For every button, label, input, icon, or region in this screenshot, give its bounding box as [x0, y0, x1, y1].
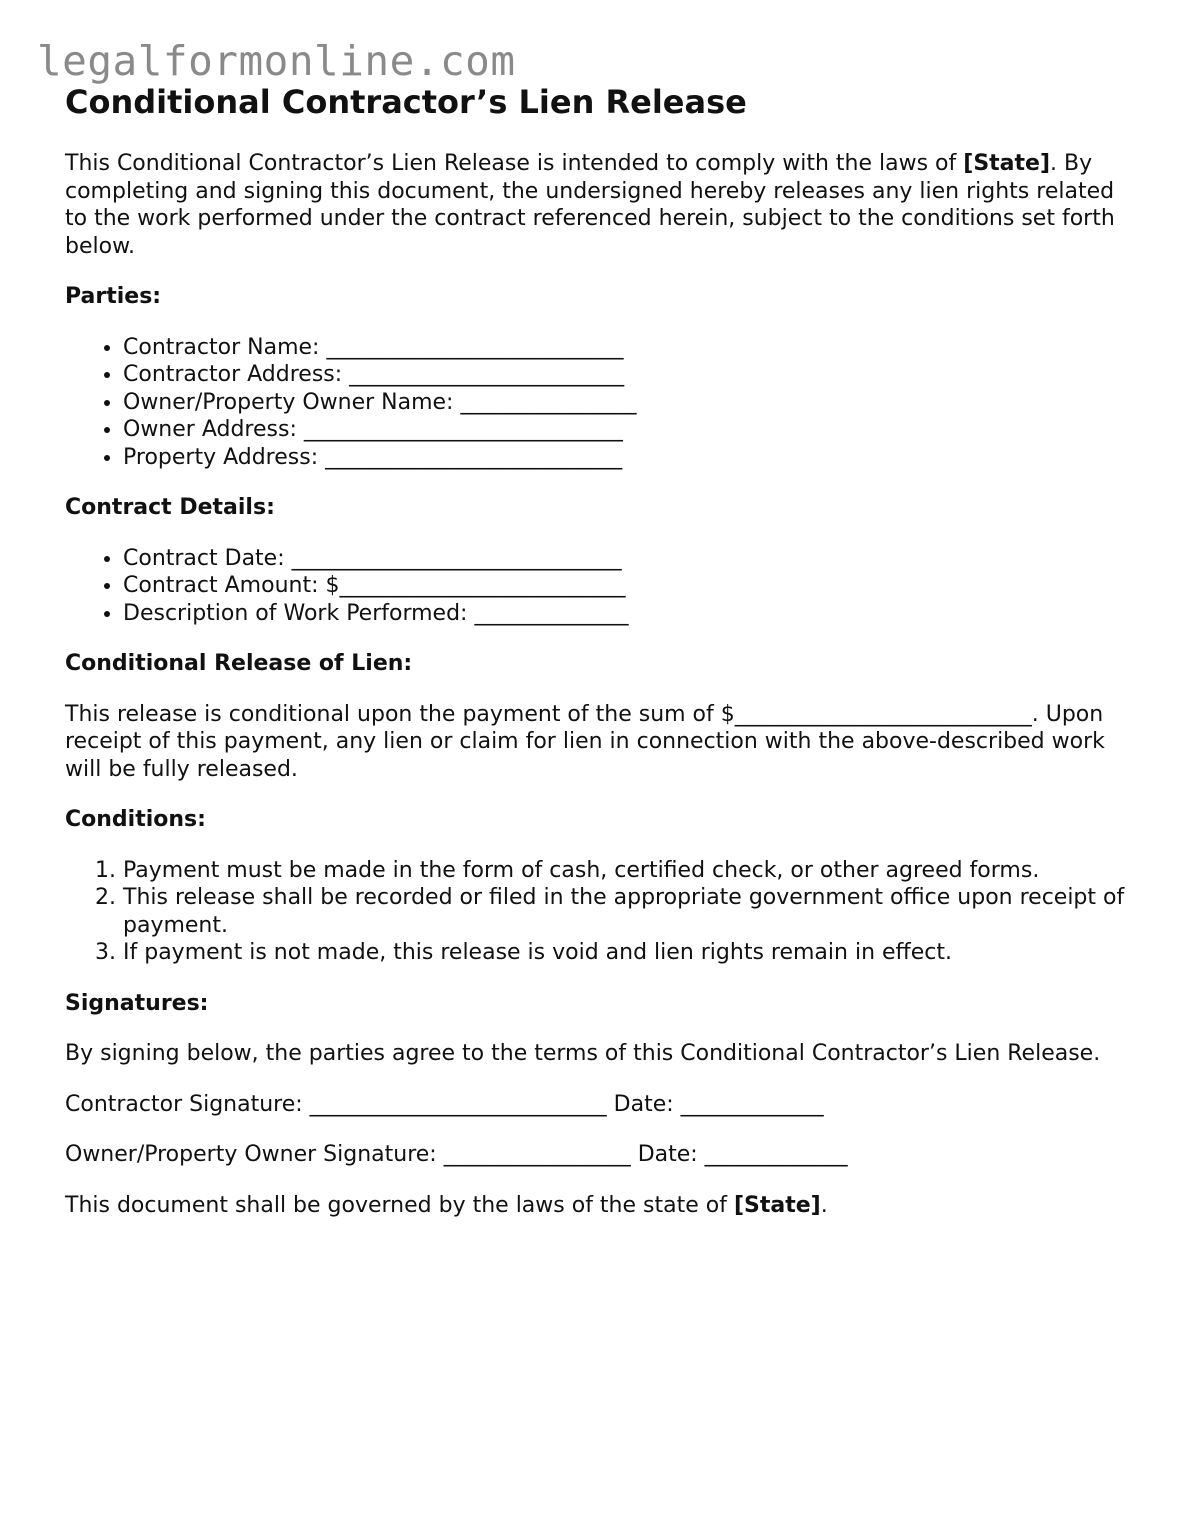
- list-item: 3. If payment is not made, this release is void and lien rights remain in effect.: [123, 939, 1125, 967]
- release-heading: Conditional Release of Lien:: [65, 651, 413, 676]
- parties-list: [65, 334, 1125, 472]
- list-item: • Contract Amount: $__________________________: [123, 572, 1125, 600]
- contract-details-list: [65, 545, 1125, 628]
- list-item: • Contract Date: ______________________________: [123, 545, 1125, 573]
- governing-law-paragraph: [65, 1192, 1125, 1220]
- list-item: • Owner/Property Owner Name: ________________: [123, 389, 1125, 417]
- intro-state-placeholder: [State]: [963, 151, 1051, 176]
- governing-state-placeholder: [State]: [733, 1192, 821, 1218]
- conditions-list: [65, 857, 1125, 967]
- contract-details-heading: Contract Details:: [65, 495, 275, 520]
- document: [65, 80, 1125, 1219]
- conditions-heading: Conditions:: [65, 807, 206, 832]
- list-item: • Contractor Address: _________________________: [123, 361, 1125, 389]
- document-title: Conditional Contractor’s Lien Release: [65, 83, 747, 121]
- list-item: • Contractor Name: ___________________________: [123, 334, 1125, 362]
- intro-text-before: This Conditional Contractor’s Lien Release is intended to comply with the laws of: [65, 151, 964, 176]
- contractor-signature-line: Contractor Signature: ___________________________ Date: _____________: [65, 1091, 824, 1117]
- intro-paragraph: [65, 150, 1125, 260]
- watermark: legalformonline.com: [37, 37, 516, 85]
- list-item: • Description of Work Performed: ______________: [123, 600, 1125, 628]
- list-item: 2. This release shall be recorded or filed in the appropriate government office upon receipt of payment.: [123, 884, 1125, 939]
- signatures-paragraph: By signing below, the parties agree to the terms of this Conditional Contractor’s Lien Release.: [65, 1041, 1101, 1066]
- owner-signature-line: Owner/Property Owner Signature: _________________ Date: _____________: [65, 1142, 848, 1167]
- signatures-heading: Signatures:: [65, 990, 209, 1016]
- intro-text-after: . By completing and signing this document, the undersigned hereby releases any lien rights related to the work performed under the contract referenced herein, subject to the conditions set forth below.: [65, 151, 1115, 259]
- governing-text-before: This document shall be governed by the laws of the state of: [65, 1192, 734, 1218]
- list-item: • Property Address: ___________________________: [123, 444, 1125, 472]
- release-paragraph: This release is conditional upon the payment of the sum of $___________________________. Upon receipt of this payment, any lien or claim for lien in connection with the above-described work will be fully released.: [65, 701, 1105, 782]
- list-item: • Owner Address: _____________________________: [123, 416, 1125, 444]
- list-item: 1. Payment must be made in the form of cash, certified check, or other agreed forms.: [123, 857, 1125, 885]
- parties-heading: Parties:: [65, 284, 162, 309]
- governing-text-after: .: [820, 1192, 828, 1218]
